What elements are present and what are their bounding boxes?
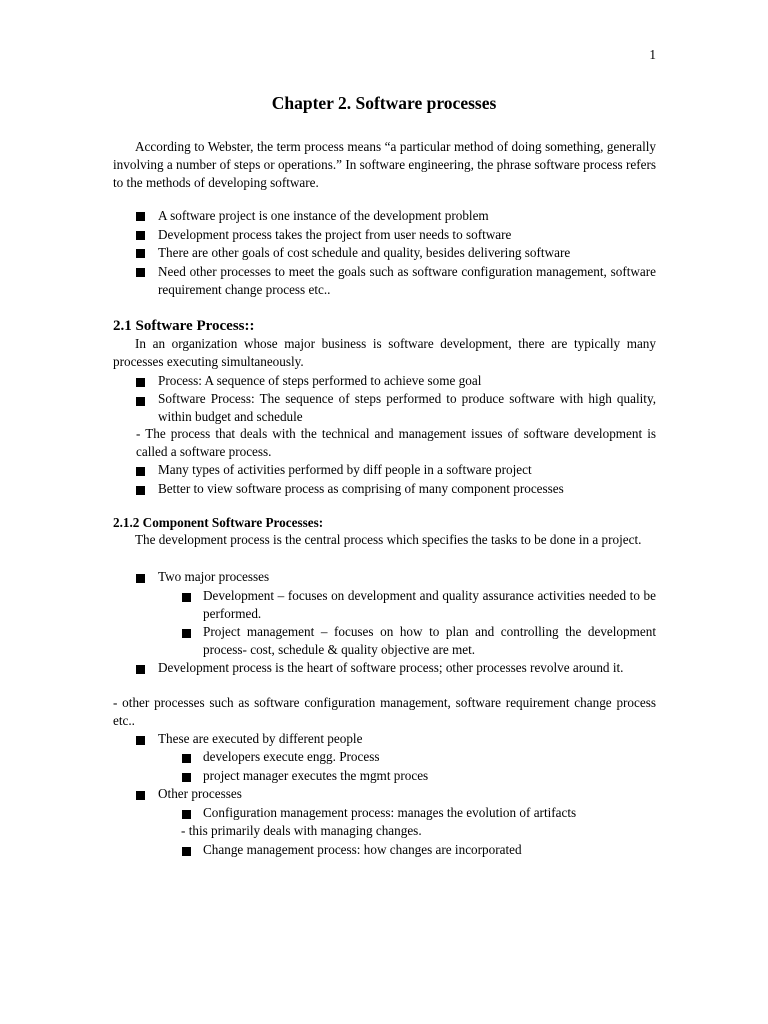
sub-bullet: Change management process: how changes are incorporated bbox=[203, 842, 522, 857]
bullet-square-icon bbox=[136, 397, 145, 406]
dash-note: - other processes such as software configuration management, software requirement change process etc.. bbox=[113, 695, 656, 728]
section-bullet: Two major processes bbox=[158, 569, 270, 584]
bullet-square-icon bbox=[136, 249, 145, 258]
bullet-square-icon bbox=[182, 773, 191, 782]
intro-bullet: There are other goals of cost schedule and quality, besides delivering software bbox=[158, 245, 571, 260]
bullet-square-icon bbox=[136, 378, 145, 387]
bullet-square-icon bbox=[136, 268, 145, 277]
subsection-heading: 2.1.2 Component Software Processes: bbox=[113, 515, 324, 530]
intro-paragraph: According to Webster, the term process means “a particular method of doing something, generally involving a number of steps or operations.” In software engineering, the phrase software process refers to the methods of developing software. bbox=[113, 139, 656, 190]
sub-bullet: Configuration management process: manages the evolution of artifacts bbox=[203, 805, 577, 820]
sub-bullet: Development – focuses on development and quality assurance activities needed to be performed. bbox=[203, 588, 656, 621]
section-bullet: Development process is the heart of software process; other processes revolve around it. bbox=[158, 660, 624, 675]
bullet-square-icon bbox=[182, 593, 191, 602]
bullet-square-icon bbox=[182, 629, 191, 638]
bullet-square-icon bbox=[136, 467, 145, 476]
bullet-square-icon bbox=[136, 231, 145, 240]
section-bullet: Better to view software process as comprising of many component processes bbox=[158, 481, 564, 496]
bullet-square-icon bbox=[136, 486, 145, 495]
intro-bullet: Development process takes the project from user needs to software bbox=[158, 227, 512, 242]
bullet-square-icon bbox=[136, 736, 145, 745]
sub-bullet: project manager executes the mgmt proces bbox=[203, 768, 429, 783]
chapter-title: Chapter 2. Software processes bbox=[271, 93, 497, 113]
section-bullet: Many types of activities performed by diff people in a software project bbox=[158, 462, 532, 477]
section-heading: 2.1 Software Process:: bbox=[113, 318, 255, 334]
sub-bullet: Project management – focuses on how to plan and controlling the development process- cost, schedule & quality objective are met. bbox=[203, 624, 656, 657]
bullet-square-icon bbox=[136, 665, 145, 674]
section-bullet: Software Process: The sequence of steps performed to produce software with high quality, within budget and schedule bbox=[158, 391, 656, 424]
section-bullet: Process: A sequence of steps performed to achieve some goal bbox=[158, 373, 482, 388]
section-bullet: Other processes bbox=[158, 786, 242, 801]
bullet-square-icon bbox=[136, 791, 145, 800]
page-number: 1 bbox=[649, 47, 656, 62]
bullet-square-icon bbox=[182, 754, 191, 763]
section-paragraph: In an organization whose major business is software development, there are typically many processes executing simultaneously. bbox=[113, 336, 656, 369]
dash-note: - this primarily deals with managing changes. bbox=[181, 823, 422, 838]
intro-bullet: A software project is one instance of the development problem bbox=[158, 208, 489, 223]
bullet-square-icon bbox=[182, 810, 191, 819]
subsection-paragraph: The development process is the central process which specifies the tasks to be done in a project. bbox=[135, 532, 642, 547]
dash-note: - The process that deals with the technical and management issues of software development is called a software process. bbox=[136, 426, 656, 459]
section-bullet: These are executed by different people bbox=[158, 731, 363, 746]
sub-bullet: developers execute engg. Process bbox=[203, 749, 380, 764]
bullet-square-icon bbox=[182, 847, 191, 856]
intro-bullet: Need other processes to meet the goals such as software configuration management, software requirement change process etc.. bbox=[158, 264, 656, 297]
bullet-square-icon bbox=[136, 574, 145, 583]
bullet-square-icon bbox=[136, 212, 145, 221]
